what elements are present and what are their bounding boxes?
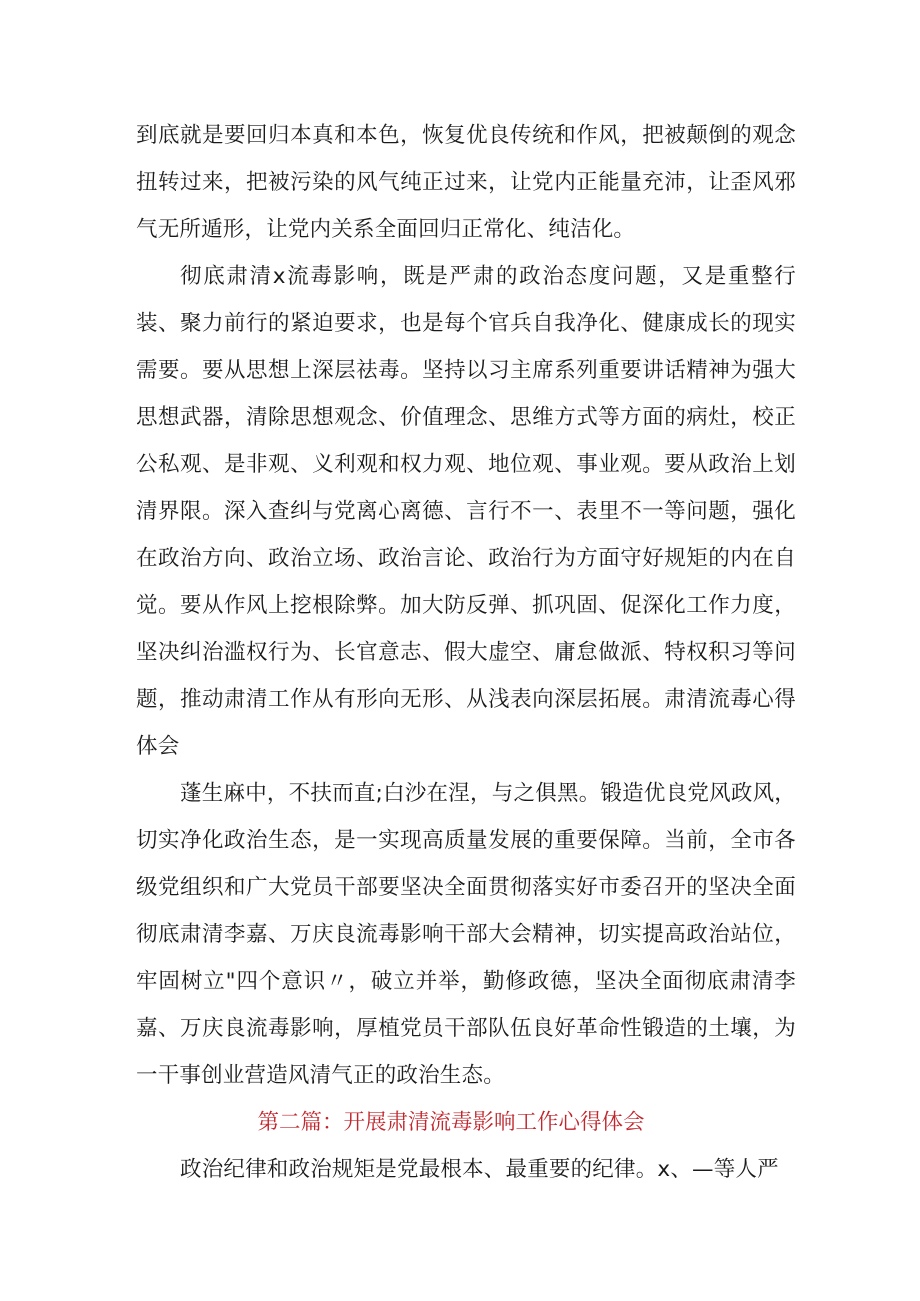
paragraph-1: 到底就是要回归本真和本色，恢复优良传统和作风，把被颠倒的观念扭转过来，把被污染的风气纯正过来，让党内正能量充沛，让歪风邪气无所遁形，让党内关系全面回归正常化、纯洁化。: [136, 123, 796, 242]
section-heading: 第二篇：开展肃清流毒影响工作心得体会: [257, 1110, 645, 1135]
document-page: [136, 112, 796, 1193]
paragraph-2: 彻底肃清x流毒影响，既是严肃的政治态度问题，又是重整行装、聚力前行的紧迫要求，也是每个官兵自我净化、健康成长的现实需要。要从思想上深层祛毒。坚持以习主席系列重要讲话精神为强大思想武器，清除思想观念、价值理念、思维方式等方面的病灶，校正公私观、是非观、义利观和权力观、地位观、事业观。要从政治上划清界限。深入查纠与党离心离德、言行不一、表里不一等问题，强化在政治方向、政治立场、政治言论、政治行为方面守好规矩的内在自觉。要从作风上挖根除弊。加大防反弹、抓巩固、促深化工作力度，坚决纠治滥权行为、长官意志、假大虚空、庸怠做派、特权积习等问题，推动肃清工作从有形向无形、从浅表向深层拓展。肃清流毒心得体会: [136, 264, 796, 759]
paragraph-4: 政治纪律和政治规矩是党最根本、最重要的纪律。x、—等人严: [180, 1157, 779, 1182]
paragraph-3: 蓬生麻中，不扶而直;白沙在涅，与之俱黑。锻造优良党风政风，切实净化政治生态，是一实现高质量发展的重要保障。当前，全市各级党组织和广大党员干部要坚决全面贯彻落实好市委召开的坚决全面彻底肃清李嘉、万庆良流毒影响干部大会精神，切实提高政治站位，牢固树立"四个意识〃，破立并举，勤修政德，坚决全面彻底肃清李嘉、万庆良流毒影响，厚植党员干部队伍良好革命性锻造的土壤，为一干事创业营造风清气正的政治生态。: [136, 781, 796, 1088]
